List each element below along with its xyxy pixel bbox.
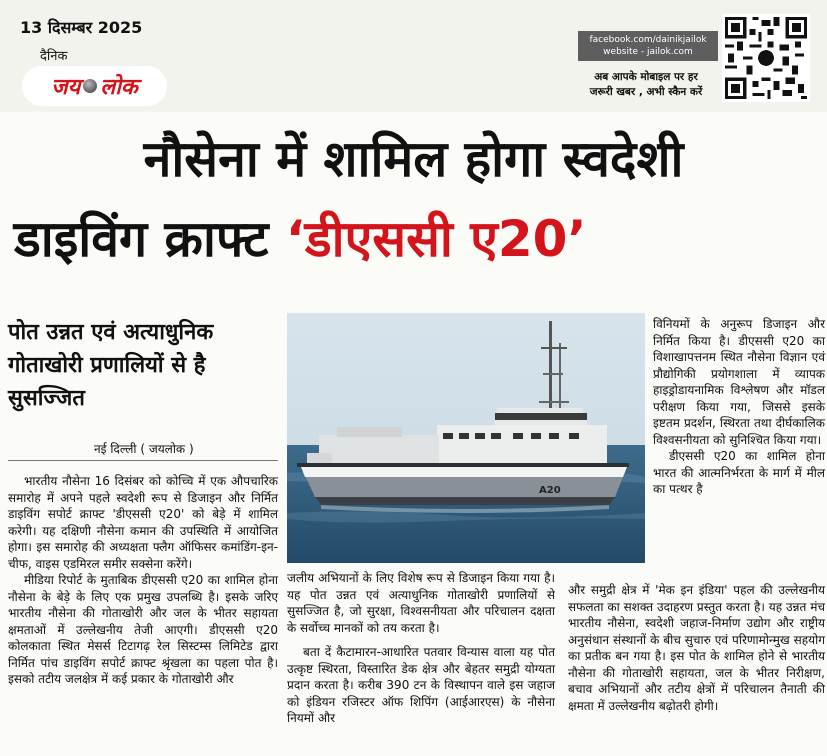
hull-number: A20 xyxy=(539,485,561,496)
social-box xyxy=(578,31,718,61)
logo-text-right: लोक xyxy=(100,75,138,100)
divider xyxy=(8,460,278,461)
paragraph: डीएससी ए20 का शामिल होना भारत की आत्मनिर्भरता के मार्ग में मील का पत्थर है xyxy=(653,449,825,496)
logo-text-left: जय xyxy=(51,75,81,100)
dateline-text: नई दिल्ली ( जयलोक ) xyxy=(94,442,194,456)
paragraph: भारतीय नौसेना 16 दिसंबर को कोच्चि में एक औपचारिक समारोह में अपने पहले स्वदेशी रूप से डिजाइन और निर्मित डाइविंग सपोर्ट क्राफ्ट 'डीएससी ए20' को बेड़े में शामिल करेगी। यह दक्षिणी नौसेना कमान की उपस्थिति में आयोजित होगा। इस समारोह की अध्यक्षता फ्लैग ऑफिसर कमांडिंग-इन-चीफ, वाइस एडमिरल समीर सक्सेना करेंगे। xyxy=(8,474,278,571)
masthead xyxy=(0,0,827,112)
edition-date: 13 दिसम्बर 2025 xyxy=(20,18,143,37)
scan-line-1: अब आपके मोबाइल पर हर xyxy=(594,71,698,83)
headline-line-2 xyxy=(14,208,821,270)
paragraph: बता दें कैटामारन-आधारित पतवार विन्यास वाला यह पोत उत्कृष्ट स्थिरता, विस्तारित डेक क्षेत्र और बेहतर समुद्री योग्यता प्रदान करता है। करीब 390 टन के विस्थापन वाले इस जहाज को इंडियन रजिस्टर ऑफ शिपिंग (आईआरएस) के नौसेना नियमों और xyxy=(287,645,555,725)
headline-line-1: नौसेना में शामिल होगा स्वदेशी xyxy=(143,130,684,188)
scan-line-2: जरूरी खबर , अभी स्कैन करें xyxy=(589,86,703,98)
subheadline: पोत उन्नत एवं अत्याधुनिक गोताखोरी प्रणालियों से है सुसज्जित xyxy=(8,319,214,411)
qr-code-icon[interactable] xyxy=(722,14,810,102)
facebook-link[interactable]: facebook.com/dainikjailok xyxy=(589,35,707,45)
paragraph: जलीय अभियानों के लिए विशेष रूप से डिजाइन किया गया है। यह पोत उन्नत एवं अत्याधुनिक गोताखोरी प्रणालियों से सुसज्जित है, जो सुरक्षा, विश्वसनीयता और परिचालन दक्षता के सर्वोच्च मानकों को तय करता है। xyxy=(287,571,555,635)
article-column-1 xyxy=(8,473,278,688)
article-column-4 xyxy=(568,582,825,714)
paragraph: मीडिया रिपोर्ट के मुताबिक डीएससी ए20 का शामिल होना नौसेना के बेड़े के लिए एक प्रमुख उपलब्धि है। इसके जरिए भारतीय नौसेना की गोताखोरी और जल के भीतर सहायता क्षमताओं में उल्लेखनीय तेजी आएगी। डीएससी ए20 कोलकाता स्थित मेसर्स टिटागढ़ रेल सिस्टम्स लिमिटेड द्वारा निर्मित पांच डाइविंग सपोर्ट क्राफ्ट श्रृंखला का पहला पोत है। इसको तटीय जलक्षेत्र में कई प्रकार के गोताखोरी और xyxy=(8,573,278,686)
headline-red-part: ‘डीएससी ए20’ xyxy=(285,210,587,268)
article-column-2 xyxy=(287,570,555,727)
headline-black-part: डाइविंग क्राफ्ट xyxy=(14,210,286,268)
globe-icon xyxy=(83,79,97,93)
website-link[interactable]: website - jailok.com xyxy=(603,47,693,57)
article-column-3 xyxy=(653,316,825,498)
newspaper-logo[interactable] xyxy=(22,66,167,106)
paragraph: विनियमों के अनुरूप डिजाइन और निर्मित किया है। डीएससी ए20 का विशाखापत्तनम स्थित नौसेना विज्ञान एवं प्रौद्योगिकी प्रयोगशाला में व्यापक हाइड्रोडायनामिक विश्लेषण और मॉडल परीक्षण किया गया, जिससे इसके इष्टतम प्रदर्शन, स्थिरता तथा दीर्घकालिक विश्वसनीयता को सुनिश्चित किया गया। xyxy=(653,317,825,447)
scan-caption xyxy=(572,70,720,100)
paragraph: और समुद्री क्षेत्र में 'मेक इन इंडिया' पहल की उल्लेखनीय सफलता का सशक्त उदाहरण प्रस्तुत करता है। यह उन्नत मंच भारतीय नौसेना, स्वदेशी जहाज-निर्माण उद्योग और राष्ट्रीय अनुसंधान संस्थानों के बीच सुचारु एवं परिणामोन्मुख सहयोग का प्रतीक बन गया है। इस पोत के शामिल होने से भारतीय नौसेना की गोताखोरी सहायता, जल के भीतर निरीक्षण, बचाव अभियानों और तटीय क्षेत्रों में परिचालन तैनाती की क्षमता में उल्लेखनीय बढ़ोतरी होगी। xyxy=(568,583,825,713)
ship-photo xyxy=(287,313,645,563)
edition-label: दैनिक xyxy=(40,49,68,64)
